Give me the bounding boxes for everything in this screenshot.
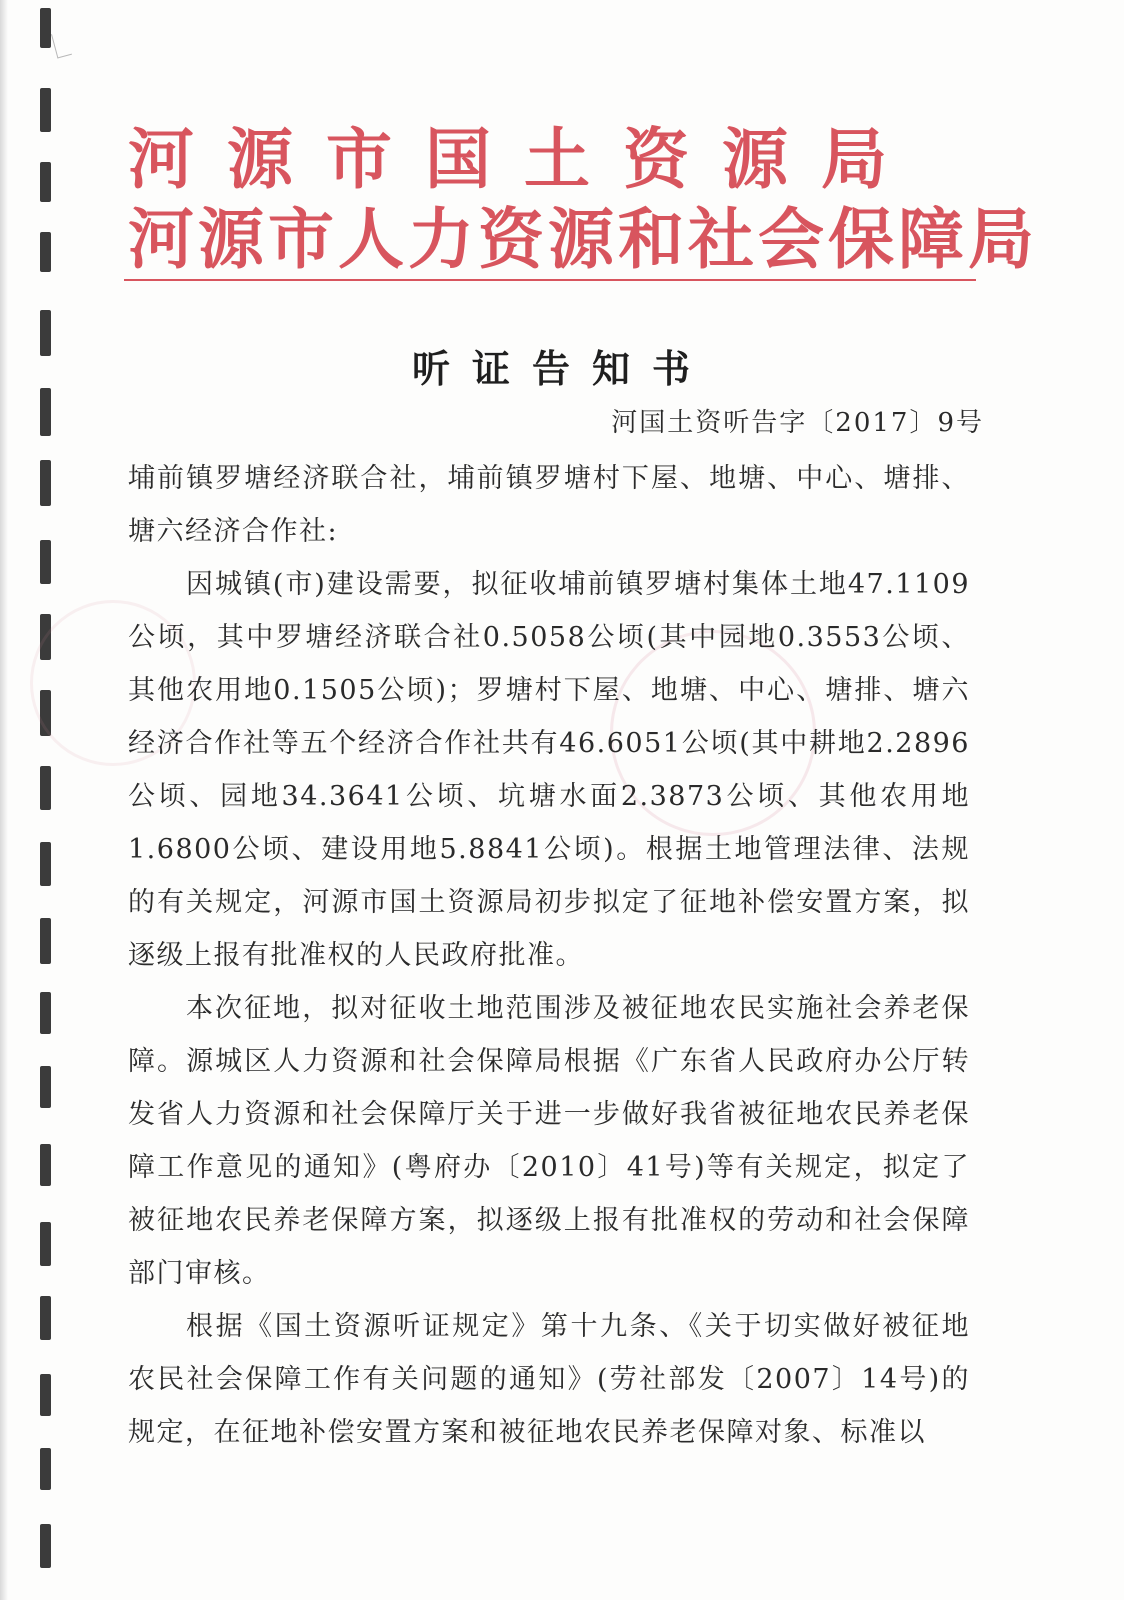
binding-mark	[40, 540, 51, 584]
binding-mark	[40, 1524, 51, 1568]
binding-mark	[40, 1374, 51, 1416]
binding-mark	[40, 842, 51, 886]
binding-mark	[40, 918, 51, 964]
body-paragraph: 根据《国土资源听证规定》第十九条、《关于切实做好被征地农民社会保障工作有关问题的通知》(劳社部发〔2007〕14号)的规定，在征地补偿安置方案和被征地农民养老保障对象、标准以	[128, 1311, 970, 1448]
letterhead	[128, 120, 1038, 280]
binding-mark	[40, 992, 51, 1034]
binding-mark	[40, 8, 51, 48]
binding-mark	[40, 460, 51, 506]
binding-mark	[40, 766, 51, 810]
binding-mark	[40, 1448, 51, 1490]
body-paragraph: 因城镇(市)建设需要，拟征收埔前镇罗塘村集体土地47.1109公顷，其中罗塘经济联合社0.5058公顷(其中园地0.3553公顷、其他农用地0.1505公顷)；罗塘村下屋、地塘、中心、塘排、塘六经济合作社等五个经济合作社共有46.6051公顷(其中耕地2.2896公顷、园地34.3641公顷、坑塘水面2.3873公顷、其他农用地1.6800公顷、建设用地5.8841公顷)。根据土地管理法律、法规的有关规定，河源市国土资源局初步拟定了征地补偿安置方案，拟逐级上报有批准权的人民政府批准。	[128, 569, 970, 971]
document-body	[128, 452, 970, 1459]
document-number: 河国土资听告字〔2017〕9号	[611, 408, 984, 438]
scan-edge-shadow	[0, 0, 8, 1600]
binding-mark	[40, 1296, 51, 1340]
binding-mark	[40, 1222, 51, 1266]
binding-mark	[40, 1144, 51, 1186]
binding-holes	[36, 0, 56, 1600]
document-title: 听证告知书	[411, 347, 712, 391]
binding-mark	[40, 1066, 51, 1108]
binding-mark	[40, 232, 51, 272]
letterhead-agency-2: 河源市人力资源和社会保障局	[128, 201, 1038, 278]
binding-mark	[40, 88, 51, 132]
binding-mark	[40, 388, 51, 436]
letterhead-agency-1: 河源市国土资源局	[128, 121, 920, 198]
body-paragraph: 本次征地，拟对征收土地范围涉及被征地农民实施社会养老保障。源城区人力资源和社会保障局根据《广东省人民政府办公厅转发省人力资源和社会保障厅关于进一步做好我省被征地农民养老保障工作意见的通知》(粤府办〔2010〕41号)等有关规定，拟定了被征地农民养老保障方案，拟逐级上报有批准权的劳动和社会保障部门审核。	[128, 993, 970, 1289]
letterhead-divider	[124, 279, 976, 281]
addressee: 埔前镇罗塘经济联合社，埔前镇罗塘村下屋、地塘、中心、塘排、塘六经济合作社:	[128, 463, 970, 547]
binding-mark	[40, 162, 51, 202]
